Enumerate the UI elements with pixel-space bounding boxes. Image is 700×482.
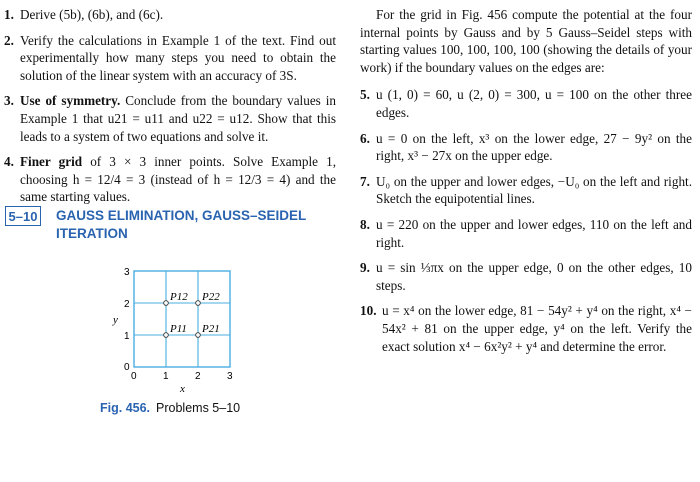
xtick-0: 0 — [131, 371, 137, 382]
section-title: GAUSS ELIMINATION, GAUSS–SEIDEL ITERATION — [56, 208, 307, 241]
xtick-3: 3 — [227, 371, 233, 382]
y-axis-label: y — [113, 314, 118, 326]
problem-8-text: u = 220 on the upper and lower edges, 110 on the left and right. — [376, 216, 692, 250]
xtick-2: 2 — [195, 371, 201, 382]
problem-4: 4. Finer grid of 3 × 3 inner points. Solve Example 1, choosing h = 12/4 = 3 (instead of h = 12/3 = 4) and the same starting values. — [4, 154, 337, 205]
problem-4-text: of 3 × 3 inner points. Solve Example 1, choosing h = 12/4 = 3 (instead of h = 12/3 = 4) and the same starting values. — [20, 154, 337, 205]
problem-5-text: u (1, 0) = 60, u (2, 0) = 300, u = 100 on the other three edges. — [376, 87, 692, 120]
ytick-2: 2 — [124, 299, 130, 310]
point-p11 — [164, 333, 169, 338]
problem-3-title: Use of symmetry. — [20, 93, 121, 109]
figure-456 — [104, 261, 264, 421]
ytick-3: 3 — [124, 267, 130, 278]
label-p22: P22 — [202, 291, 220, 303]
section-number: 5–10 — [5, 206, 41, 226]
problem-6: 6. u = 0 on the left, x³ on the lower edge, 27 − 9y² on the right, x³ − 27x on the upper edge. — [360, 130, 692, 164]
point-p12 — [164, 301, 169, 306]
problem-6-text: u = 0 on the left, x³ on the lower edge, 27 − 9y² on the right, x³ − 27x on the upper edge. — [376, 130, 692, 164]
label-p12: P12 — [170, 291, 188, 303]
ytick-1: 1 — [124, 331, 130, 342]
ytick-0: 0 — [124, 362, 130, 373]
point-p21 — [196, 333, 201, 338]
figure-caption — [100, 401, 240, 415]
right-column — [360, 6, 692, 363]
problem-1: 1. Derive (5b), (6b), and (6c). — [4, 7, 164, 22]
problem-10-text: u = x⁴ on the lower edge, 81 − 54y² + y⁴ on the right, x⁴ − 54x² + 81 on the upper edge, y⁴ on the left. Verify the exact solution x⁴ − 6x²y² + y⁴ and determine the error. — [382, 303, 692, 354]
caption-text: Problems 5–10 — [156, 401, 241, 415]
problem-9-text: u = sin ⅓πx on the upper edge, 0 on the other edges, 10 steps. — [376, 260, 692, 293]
label-p11: P11 — [170, 323, 187, 335]
section-header — [4, 206, 344, 246]
problem-7: 7. U₀ on the upper and lower edges, −U₀ on the left and right. Sketch the equipotential lines. — [360, 173, 692, 207]
x-axis-label: x — [180, 383, 185, 395]
point-p22 — [196, 301, 201, 306]
problem-9: 9. u = sin ⅓πx on the upper edge, 0 on the other edges, 10 steps. — [360, 260, 692, 293]
problem-3-text: Conclude from the boundary values in Example 1 that u21 = u11 and u22 = u12. Show that this leads to a system of two equations and solve it. — [20, 93, 336, 144]
grid-figure — [104, 261, 264, 401]
xtick-1: 1 — [163, 371, 169, 382]
problem-5: 5. u (1, 0) = 60, u (2, 0) = 300, u = 100 on the other three edges. — [360, 87, 692, 120]
problem-10: 10. u = x⁴ on the lower edge, 81 − 54y² + y⁴ on the right, x⁴ − 54x² + 81 on the upper edge, y⁴ on the left. Verify the exact solution x⁴ − 6x²y² + y⁴ and determine the error. — [360, 303, 692, 354]
problem-4-title: Finer grid — [20, 154, 83, 170]
problem-3: 3. Use of symmetry. Conclude from the boundary values in Example 1 that u21 = u11 and u22 = u12. Show that this leads to a system of two equations and solve it. — [4, 93, 336, 144]
problem-2: 2. Verify the calculations in Example 1 of the text. Find out experimentally how many steps you need to obtain the solution of the linear system with an accuracy of 3S. — [4, 32, 336, 83]
left-column — [4, 6, 337, 415]
problem-7-text: U₀ on the upper and lower edges, −U₀ on the left and right. Sketch the equipotential lines. — [376, 173, 692, 207]
problem-2-text: Verify the calculations in Example 1 of the text. Find out experimentally how many steps you need to obtain the solution of the linear system with an accuracy of 3S. — [20, 32, 336, 83]
problem-1-text: Derive (5b), (6b), and (6c). — [20, 7, 164, 22]
grid-boundary — [134, 271, 230, 367]
intro-paragraph: For the grid in Fig. 456 compute the potential at the four internal points by Gauss and by 5 Gauss–Seidel steps with starting values 100, 100, 100, 100 (showing the details of your work) if the boundary values on the edges are: — [360, 7, 692, 75]
caption-label: Fig. 456. — [100, 401, 151, 415]
label-p21: P21 — [202, 323, 220, 335]
problem-8: 8. u = 220 on the upper and lower edges, 110 on the left and right. — [360, 216, 692, 250]
